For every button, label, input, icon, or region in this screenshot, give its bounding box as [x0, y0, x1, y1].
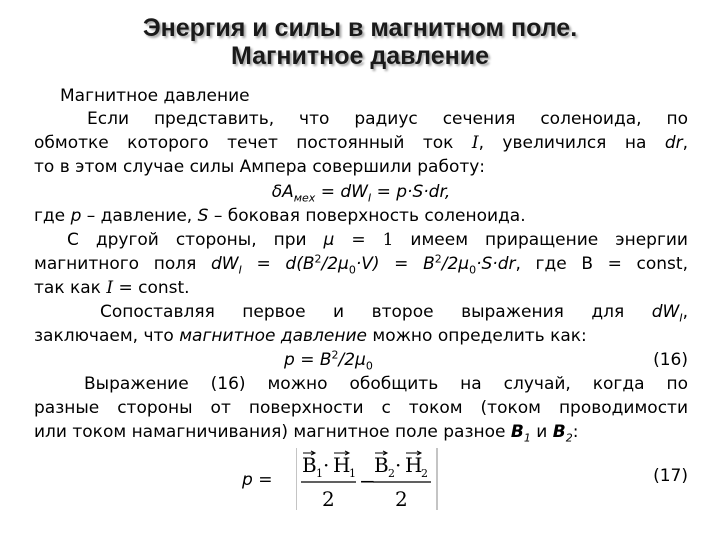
slide-title-line2: Магнитное давление [230, 42, 490, 70]
para3-line1: С другой стороны, при μ = 1 имеем приращение энергии [67, 230, 688, 250]
fraction-2 [373, 451, 431, 511]
para3-line3: так как I = const. [34, 278, 190, 298]
para2-line: где p – давление, S – боковая поверхность соленоида. [34, 206, 526, 226]
para4-line1: Сопоставляя первое и второе выражения для $dW_I$, [100, 302, 688, 325]
para4-line2: заключаем, что магнитное давление можно определить как: [34, 326, 587, 346]
equation-16-number: (16) [653, 350, 688, 370]
para5-line1: Выражение (16) можно обобщить на случай, когда по [84, 374, 688, 394]
fraction-1 [301, 451, 356, 511]
fraction-2-denominator: 2 [395, 487, 408, 511]
fraction-2-B: B [374, 453, 389, 477]
fraction-2-B-sub: 2 [388, 467, 395, 480]
fraction-1-H: H [333, 453, 351, 477]
fraction-1-B-sub: 1 [316, 467, 323, 480]
equation-work: $\delta A_{мех} = dW_I = p\cdot S\cdot dr$, [271, 182, 451, 205]
equation-17-number: (17) [653, 466, 688, 486]
para5-line2: разные стороны от поверхности с током (током проводимости [34, 398, 688, 418]
fraction-2-H-sub: 2 [421, 467, 428, 480]
fraction-1-B: B [302, 453, 317, 477]
fraction-1-dot: · [323, 453, 330, 477]
fraction-1-denominator: 2 [322, 487, 335, 511]
para1-line2: обмотке которого течет постоянный ток I, увеличился на dr, [34, 133, 688, 153]
fraction-2-dot: · [395, 453, 402, 477]
para1-line1: Если представить, что радиус сечения соленоида, по [87, 109, 688, 129]
equation-17-formula [296, 446, 438, 512]
para5-line3: или током намагничивания) магнитное поле разное $B_1$ и $B_2$: [34, 422, 579, 445]
fraction-1-H-sub: 1 [349, 467, 356, 480]
para1-line3: то в этом случае силы Ампера совершили работу: [34, 157, 486, 177]
fraction-2-H: H [405, 453, 423, 477]
slide-title-line1: Энергия и силы в магнитном поле. [142, 14, 578, 42]
minus-sign: − [359, 469, 376, 493]
equation-17-lhs: p = [242, 470, 273, 490]
section-heading: Магнитное давление [60, 86, 250, 106]
equation-16: $p = B^2/2\mu_0$ [284, 348, 373, 373]
para3-line2: магнитного поля $dW_I = d(B^2/2\mu_0\cdot V) = B^2/2\mu_0\cdot S\cdot dr$, где B = const, [34, 252, 688, 277]
